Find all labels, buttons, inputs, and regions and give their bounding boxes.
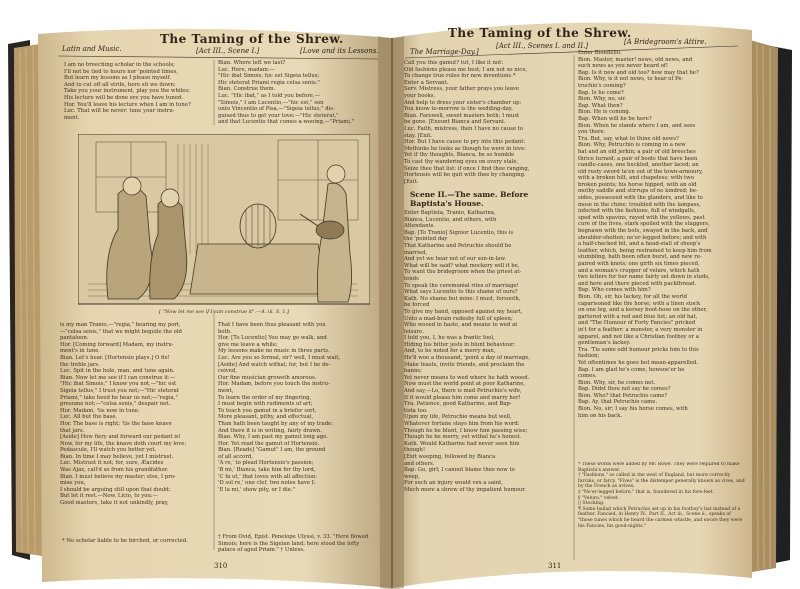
text-line: I told you, I, he was a frantic fool, (404, 335, 495, 342)
text-line: Luc. Mistrust it not; for, sure, Æacides (60, 460, 164, 467)
right-page-number: 311 (548, 562, 562, 570)
text-line: Bian. Where left we last? (218, 60, 286, 66)
text-line: I should be arguing still upon that doubt: (60, 486, 171, 493)
text-line: unto Vincentio of Pisa,—"Sigeia tellus," dis- (218, 106, 335, 113)
text-line: Sigeia tellus," I trust you not;—"Hic steterat (60, 387, 179, 394)
text-line: caparisoned like the horse; with a linen stock (578, 300, 701, 307)
text-line: 'A re,' to plead Hortensio's passion; (218, 460, 314, 467)
text-line: Hic steterat Priami regia celsa senis." (218, 79, 320, 86)
text-line: Bap. Who comes with him? (578, 287, 651, 294)
text-line: the 'pointed day (404, 236, 448, 243)
text-line: Bap. Go, girl; I cannot blame thee now to (404, 467, 515, 474)
text-line: Bian. Farewell, sweet masters both; I must (404, 112, 520, 119)
text-line: Bion. Why, no, sir. (578, 96, 627, 103)
text-line: of all accord, (218, 453, 253, 460)
text-line: that jars. (60, 427, 85, 434)
text-line: comes. (578, 373, 597, 380)
text-line: be forced (404, 302, 430, 309)
text-line: Methinks he looks as though he were in love: (404, 145, 526, 152)
text-line: tends (404, 275, 419, 282)
text-line: To learn the order of my fingering, (218, 394, 312, 401)
text-line: Make feasts, invite friends, and proclaim the (404, 361, 525, 368)
text-line: Bion. Why, is it not news, to hear of Pe- (578, 76, 684, 83)
text-line: in't for a feather: a monster, a very monster in (578, 326, 703, 333)
text-line: ment. (64, 114, 80, 121)
text-line: ment, (218, 387, 234, 394)
text-line: "Simois," I am Lucentio,—"hic est," son (218, 99, 324, 106)
text-line: apparel, and not like a Christian footboy or a (578, 333, 699, 340)
text-line: I am no breeching scholar in the schools; (64, 62, 175, 68)
text-line: Bion. No, sir; I say his horse comes, with (578, 406, 688, 413)
text-line: shoulder-shotten; ne'er-legged before; and with (578, 234, 707, 241)
text-line: Serv. Mistress, your father prays you leave (404, 86, 520, 93)
text-line: But let it rest.—Now, Licio, to you:— (60, 493, 158, 500)
text-line: is my man Tranio,—"regia," bearing my port, (60, 322, 181, 328)
text-line: I'll not be tied to hours nor 'pointed times, (64, 68, 178, 75)
text-line: What says Lucentio to this shame of ours? (404, 289, 518, 296)
text-line: Was Ajax, call'd so from his grandfather. (60, 467, 169, 474)
text-line: More pleasant, pithy, and effectual, (218, 414, 314, 421)
left-top-col1 (64, 62, 212, 132)
text-line: Though he be blunt, I know him passing wise; (404, 427, 528, 434)
text-line: Luc. Here, madam:— (218, 66, 275, 73)
text-line: Bian. Let's hear. [Hortensio plays.] O fie! (60, 354, 170, 361)
text-line: To cast thy wandering eyes on every stale, (404, 158, 519, 165)
text-line: Hiding his bitter jests in blunt behaviour: (404, 341, 516, 348)
text-line: Kath. No shame but mine: I must, forsooth, (404, 295, 521, 302)
text-line: Good masters, take it not unkindly, pray, (60, 500, 169, 507)
text-line: Our fine musician groweth amorous. (218, 374, 317, 381)
text-line: guised thus to get your love;—"Hic steterat," (218, 112, 339, 119)
text-line: mothy saddle and stirrups of no kindred; be- (578, 188, 698, 195)
text-line: 'B mi,' Bianca, take him for thy lord, (218, 467, 316, 474)
text-line: Tra. 'Tis some odd humour pricks him to this (578, 346, 699, 353)
footnote: § "Velure," velvet. (578, 495, 620, 501)
text-line: hat and an old jerkin; a pair of old breeches (578, 148, 696, 155)
text-line: ment's in tune. (60, 348, 101, 355)
right-side-head: [A Bridegroom's Attire. (624, 38, 707, 46)
text-line: Yet never means to wed where he hath wooed. (404, 374, 530, 381)
text-line: Bap. Is he come? (578, 89, 624, 96)
text-line: Luc. Are you so formal, sir? well, I must wait, (218, 354, 341, 361)
text-line: Enter Biondello. (578, 50, 622, 56)
text-line: His lecture will be done ere you have tuned. (64, 94, 184, 101)
text-line: Yet if thy thoughts, Bianca, be so humble (404, 152, 515, 159)
text-line: Who wooed in haste, and means to wed at (404, 322, 518, 329)
text-line: My lessons make no music in three parts. (218, 348, 330, 355)
text-line: gartered with a red and blue list; an old hat, (578, 313, 698, 320)
text-line: leather, which, being restrained to keep him from (578, 247, 712, 254)
text-line: and here and there pieced with packthread. (578, 280, 697, 287)
left-act-scene: [Act III., Scene I.] (196, 47, 260, 55)
text-line: 'D sol re,' one clef, two notes have I: (218, 480, 316, 487)
text-line: Bian. [Reads] "Gamut" I am, the ground (218, 447, 326, 454)
text-line: Hor. Madam, before you touch the instru- (218, 381, 330, 388)
text-line: Bap. When will he be here? (578, 115, 652, 122)
left-side-head: [Love and its Lessons. (300, 47, 379, 55)
text-line: be gone. [Exeunt Bianca and Servant. (404, 119, 506, 126)
text-line: pantaloon. (60, 335, 89, 342)
text-line: such news as you never heard of! (578, 63, 668, 70)
text-line: Enter Baptista, Tranio, Katharina, (404, 210, 496, 216)
text-line: banns; (404, 368, 422, 375)
text-line: Bian. Now let me see if I can construe it:— (60, 374, 176, 381)
text-line: two letters for her name fairly set down in studs, (578, 274, 710, 281)
text-line: And yet we hear not of our son-in-law. (404, 256, 507, 263)
text-line: gentleman's lackey. (578, 340, 631, 347)
text-line: infected with the fashions, full of windgalls, (578, 208, 696, 215)
text-line: "Hic ibat Simois," I know you not,—"hic est (60, 381, 177, 388)
text-line: him on his back. (578, 412, 623, 419)
text-line: give me leave a while: (218, 341, 278, 348)
footnote: ‡ "Ne'er-legged before," that is, foundered in his fore-feet. (578, 489, 715, 495)
text-line: But learn my lessons as I please myself. (64, 75, 171, 82)
text-line: [Aside] How fiery and forward our pedant is! (60, 434, 181, 441)
text-line: Than hath been taught by any of my trade: (218, 420, 334, 427)
text-line: Luc. Faith, mistress, then I have no cause to (404, 125, 523, 132)
text-line: Luc. "Hic ibat," as I told you before,— (218, 92, 320, 99)
text-line: [Aside] And watch withal; for, but I be de- (218, 361, 331, 368)
text-line: Now must the world point at poor Katharine, (404, 381, 526, 388)
text-line: What will be said? what mockery will it be, (404, 262, 520, 269)
text-line: cure of the fives, stark spoiled with the staggers, (578, 221, 710, 228)
left-footnote-2 (218, 534, 376, 558)
text-line: And there it is in writing, fairly drawn. (218, 427, 322, 434)
text-line: I must begin with rudiments of art; (218, 401, 313, 408)
text-line: begnawn with the bots, swayed in the back, and (578, 228, 708, 235)
text-line: Bion. Oh, sir, his lackey, for all the world (578, 293, 688, 300)
footnote: ¶ Some ballad which Petruchio set up in his footboy's hat instead of a feather. Fancied, in Henry IV., Part II., Act iii., Scene ii., speaks of "those tunes which he heard the carmen whistle, and swore they were his Fancies, his good-nights." (578, 506, 743, 529)
text-line: mose in the chine; troubled with the lampass, (578, 201, 701, 208)
left-margin-note: Latin and Music. (62, 45, 122, 53)
text-line: though! (404, 447, 426, 454)
right-footnotes (578, 462, 746, 556)
text-line: and others. (404, 460, 435, 467)
text-line: To give my hand, opposed against my heart, (404, 308, 523, 315)
text-line: your books, (404, 92, 436, 99)
text-line: He'll woo a thousand, 'point a day of marriage, (404, 355, 531, 362)
text-line: and "The Humour of Forty Fancies" pricked (578, 320, 696, 327)
footnote: || Stocking. (578, 501, 605, 507)
text-line: Hor. [Coming forward] Madam, my instru- (60, 341, 174, 348)
text-line: Hor. But I have cause to pry into this pedant: (404, 139, 526, 146)
text-line: fashion; (578, 353, 600, 360)
text-line: Bion. Master, master! news, old news, and (578, 56, 693, 63)
text-line: Bap. Ay, that Petruchio came. (578, 399, 658, 406)
text-line: Hor. Yet read the gamut of Hortensio. (218, 440, 320, 447)
text-line: That I have been thus pleasant with you (218, 322, 326, 328)
text-line: Hor. You'll leave his lecture when I am in tune? (64, 101, 191, 108)
text-line: candle-cases, one buckled, another laced; an (578, 162, 699, 169)
text-line: Bion. He is coming. (578, 109, 631, 116)
illustration-caption: [ "Now let me see if I can construe it".—A. iii. S. 1.] (159, 309, 289, 315)
text-line: truchio's coming? (578, 82, 626, 89)
text-line: Bion. Why, sir, he comes not. (578, 379, 656, 386)
text-line: weep, (404, 473, 420, 480)
text-line: "Hic ibat Simois; hic est Sigeia tellus; (218, 73, 320, 80)
text-line: tista too. (404, 407, 428, 414)
text-line: [Exit weeping, followed by Bianca (404, 453, 496, 460)
illustration-engraving (78, 134, 370, 316)
text-line: Though he be merry, yet withal he's honest. (404, 434, 522, 441)
text-line: And say,—Lo, there is mad Petruchio's wife, (404, 388, 522, 395)
text-line: [Exit. (404, 178, 419, 185)
text-line: Hor. Madam, 'tis now in tune. (60, 407, 140, 414)
text-line: Bap. Is it new and old too? how may that be? (578, 69, 699, 76)
text-line: Hor. The base is right; 'tis the base knave (60, 420, 172, 427)
text-line: You know to-morrow is the wedding-day. (404, 106, 513, 113)
footnote: † From Ovid, Epist. Penelope Ulyssi, v. 33. "Here flowed Simois; here is the Sigeian land; here stood the lofty palace of aged Priam." † Unless. (218, 534, 369, 554)
text-line: leisure. (404, 328, 425, 335)
text-line: the treble jars. (60, 361, 100, 368)
text-line: ceived, (218, 368, 237, 375)
text-line: Upon my life, Petruchio means but well, (404, 414, 512, 421)
left-running-head: The Taming of the Shrew. (160, 32, 344, 46)
text-line: Old fashions please me best; I am not so nice, (404, 66, 528, 73)
text-line: Bian. Why, I am past my gamut long ago. (218, 434, 328, 441)
text-line: For such an injury would vex a saint, (404, 480, 503, 487)
text-line: Bion. When he stands where I am, and sees (578, 122, 696, 129)
text-line: thrice turned; a pair of boots that have been (578, 155, 698, 162)
text-line: Tra. But, say, what to thine old news? (578, 135, 679, 142)
footnote: * These words were added by Mr. Rowe. They were required to make Baptista's answer. (578, 462, 740, 473)
text-line: Bion. Who? that Petruchio came? (578, 392, 668, 399)
text-line: And, to be noted for a merry man, (404, 348, 496, 355)
text-line: broken points; his horse hipped, with an old (578, 181, 697, 188)
text-line: To teach you gamut in a briefer sort, (218, 407, 317, 414)
right-col1-bottom (404, 210, 572, 560)
text-line: with a broken hilt, and chapeless; with two (578, 175, 694, 182)
text-line: If it would please him come and marry her! (404, 394, 521, 401)
text-line: Seize thee that list: if once I find thee ranging, (404, 165, 530, 172)
left-page-number: 310 (214, 562, 228, 570)
text-line: Take you your instrument, play you the whiles; (64, 88, 190, 95)
text-line: and a woman's crupper of velure, which hath (578, 267, 700, 274)
right-act-scene: [Act III., Scenes I. and II.] (496, 42, 589, 50)
text-line: Whatever fortune stays him from his word: (404, 421, 520, 427)
text-line: Bion. Why, Petruchio is coming in a new (578, 142, 686, 149)
text-line: Bianca, Lucentio, and others, with (404, 216, 497, 223)
text-line: stumbling, hath been often burst, and new re- (578, 254, 702, 261)
footnote: * No scholar liable to be birched, or corrected. (62, 538, 188, 544)
text-line: on one leg, and a kersey boot-hose on the other, (578, 307, 708, 314)
text-line: Attendants. (404, 223, 436, 230)
text-line: Yet oftentimes he goes but mean-apparelled. (578, 359, 699, 366)
text-line: Priami," take heed he hear us not;—"regia," (60, 394, 178, 401)
text-line: Bian. I must believe my master; else, I pro- (60, 473, 176, 480)
right-col1-top (404, 60, 572, 188)
text-line: Hor. [To Lucentio] You may go walk, and (218, 335, 327, 342)
text-line: Bian. In time I may believe, yet I mistrust. (60, 453, 174, 460)
text-line: and that Lucentio that comes a-wooing,—"Priami," (218, 119, 355, 126)
text-line: Bian. Construe them. (218, 86, 276, 93)
text-line: Now, for my life, the knave doth court my love: (60, 440, 187, 447)
text-line: Luc. Spit in the hole, man, and tune again. (60, 368, 175, 375)
text-line: old rusty sword ta'en out of the town-armoury, (578, 168, 703, 175)
text-line: That Katharine and Petruchio should be (404, 242, 512, 249)
text-line: stay. [Exit. (404, 132, 433, 139)
left-bottom-col1 (60, 322, 212, 534)
text-line: Call you this gamut? tut, I like it not: (404, 60, 504, 66)
text-line: To speak the ceremonial rites of marriage! (404, 282, 519, 289)
text-line: 'E la mi,' show pity, or I die." (218, 486, 296, 493)
text-line: And to cut off all strife, here sit we down: (64, 81, 176, 88)
text-line: paired with knots; one girth six times pieced, (578, 261, 700, 267)
text-line: Luc. That will be never: tune your instru- (64, 108, 175, 115)
text-line: Enter a Servant. (404, 79, 449, 86)
scene-heading: Scene II.—The same. Before Baptista's House. (410, 190, 529, 208)
text-line: Tra. Patience, good Katharine, and Bap- (404, 401, 512, 408)
text-line: And help to dress your sister's chamber up: (404, 99, 522, 106)
text-line: sides, possessed with the glanders, and like to (578, 195, 703, 202)
text-line: To want the bridegroom when the priest at- (404, 269, 522, 276)
text-line: —"celsa senis," that we might beguile the old (60, 328, 182, 335)
text-line: mise you, (60, 480, 86, 487)
left-bottom-col2 (218, 322, 376, 534)
text-line: Bap. Didst thou not say he comes? (578, 386, 671, 393)
right-col2 (578, 50, 746, 460)
text-line: both. (218, 328, 232, 335)
text-line: you there. (578, 129, 606, 136)
right-margin-note: The Marriage-Day.] (410, 48, 479, 56)
text-line: married, (404, 249, 428, 256)
text-line: To change true rules for new inventions.* (404, 73, 516, 80)
text-line: sped with spavins, rayed with the yellows, past (578, 214, 705, 221)
left-top-col2 (218, 60, 376, 132)
footnote: † "Fashions," so called in the west of England, but more correctly farcins, or farcy. "Fives" is the distemper generally known as vives, and by the French as avives. (578, 473, 745, 490)
text-line: Bap. I am glad he's come, howsoe'er he (578, 366, 685, 373)
text-line: Hortensio will be quit with thee by changing. (404, 172, 526, 179)
text-line: Much more a shrew of thy impatient humour. (404, 486, 526, 493)
text-line: Luc. All but the base. (60, 414, 118, 421)
text-line: 'C fa ut,' that loves with all affection: (218, 473, 318, 480)
text-line: a half-checked bit, and a head-stall of sheep's (578, 241, 701, 248)
text-line: Pedascule, I'll watch you better yet. (60, 447, 157, 454)
text-line: Unto a mad-brain rudesby full of spleen; (404, 315, 513, 322)
text-line: Bap. What then? (578, 102, 623, 109)
text-line: Kath. Would Katharine had never seen him (404, 440, 520, 447)
right-running-head: The Taming of the Shrew. (448, 26, 632, 40)
text-line: presume not;—"celsa senis," despair not. (60, 401, 171, 408)
left-footnote-1 (62, 538, 210, 552)
text-line: Bap. [To Tranio] Signior Lucentio, this is (404, 229, 514, 236)
